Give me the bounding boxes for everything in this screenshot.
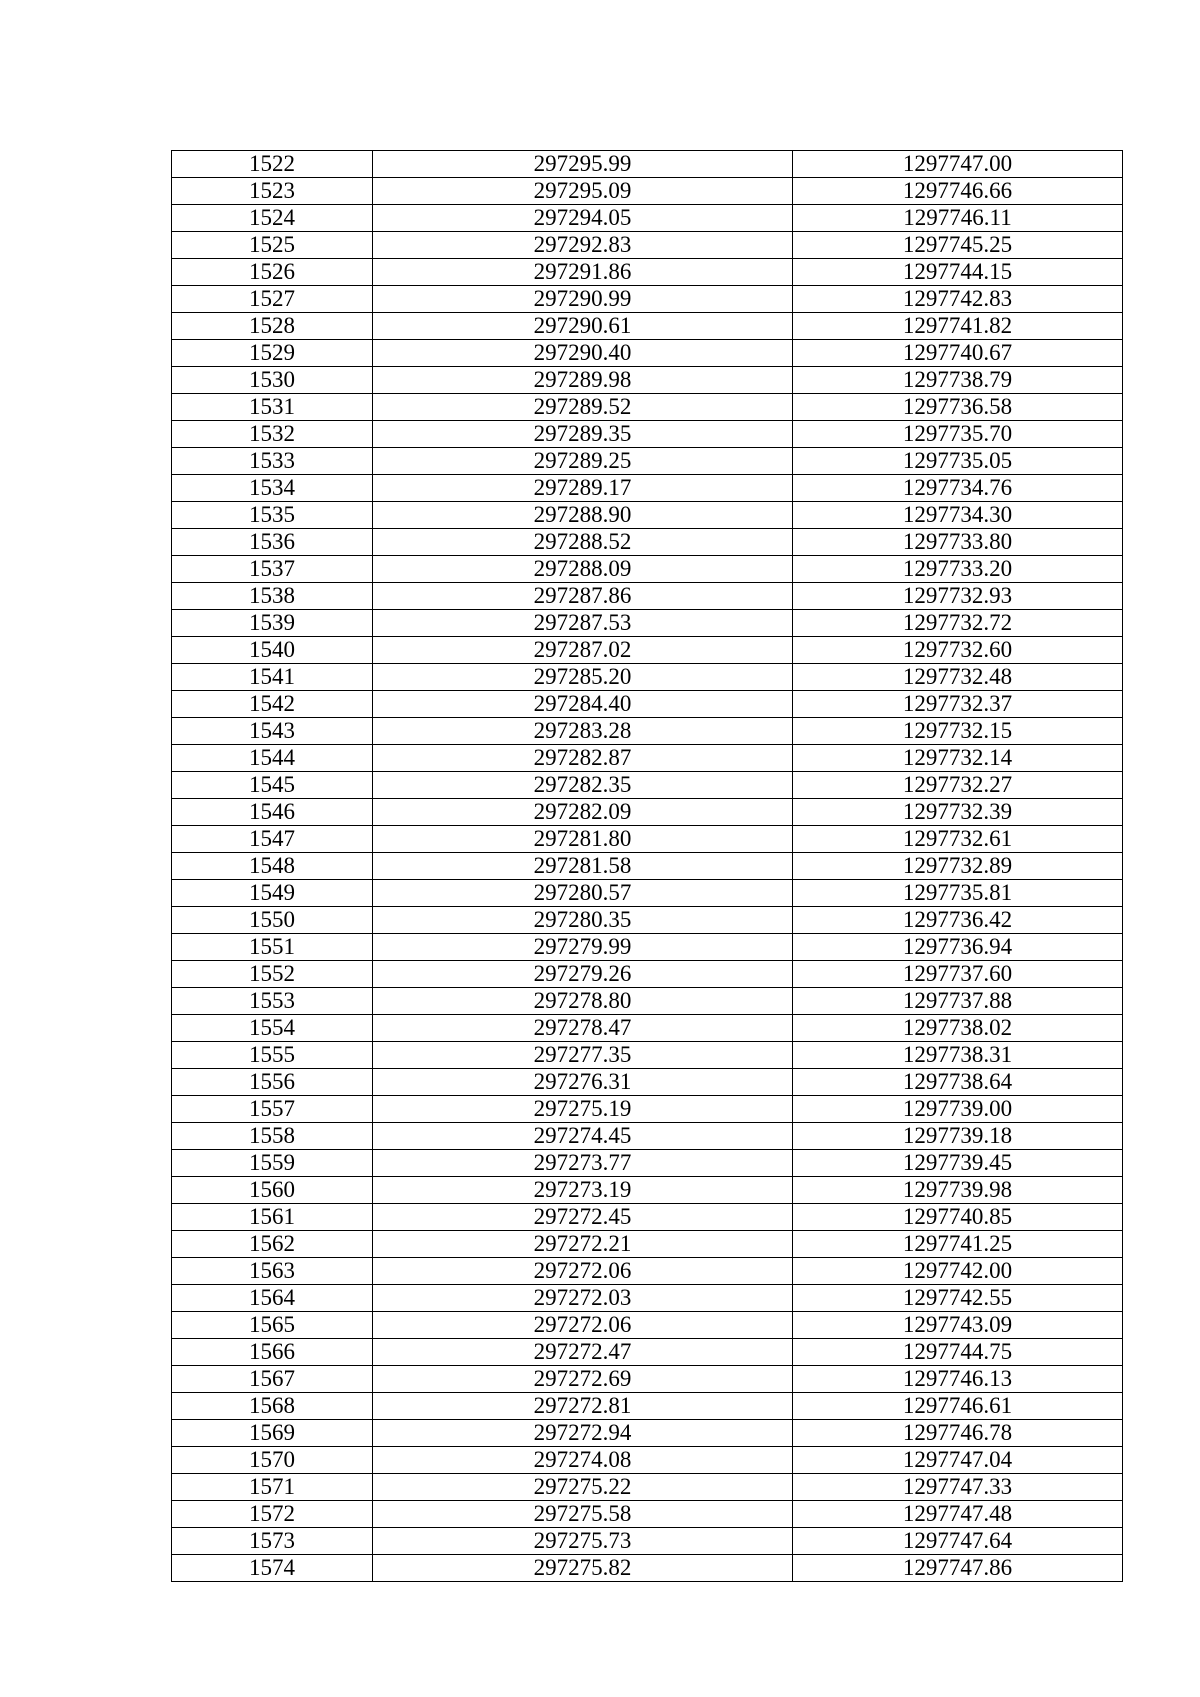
x-coordinate-cell: 297284.40 <box>373 691 793 718</box>
y-coordinate-cell: 1297735.05 <box>793 448 1123 475</box>
point-number-cell: 1574 <box>172 1555 373 1582</box>
x-coordinate-cell: 297294.05 <box>373 205 793 232</box>
x-coordinate-cell: 297295.99 <box>373 151 793 178</box>
point-number-cell: 1525 <box>172 232 373 259</box>
x-coordinate-cell: 297279.26 <box>373 961 793 988</box>
point-number-cell: 1547 <box>172 826 373 853</box>
point-number-cell: 1522 <box>172 151 373 178</box>
coordinates-table-body <box>172 151 1123 1582</box>
y-coordinate-cell: 1297738.79 <box>793 367 1123 394</box>
point-number-cell: 1564 <box>172 1285 373 1312</box>
y-coordinate-cell: 1297738.02 <box>793 1015 1123 1042</box>
table-row <box>172 502 1123 529</box>
table-row <box>172 1177 1123 1204</box>
point-number-cell: 1552 <box>172 961 373 988</box>
x-coordinate-cell: 297291.86 <box>373 259 793 286</box>
x-coordinate-cell: 297290.40 <box>373 340 793 367</box>
point-number-cell: 1537 <box>172 556 373 583</box>
y-coordinate-cell: 1297742.00 <box>793 1258 1123 1285</box>
y-coordinate-cell: 1297732.72 <box>793 610 1123 637</box>
y-coordinate-cell: 1297746.61 <box>793 1393 1123 1420</box>
table-row <box>172 637 1123 664</box>
y-coordinate-cell: 1297732.39 <box>793 799 1123 826</box>
y-coordinate-cell: 1297744.75 <box>793 1339 1123 1366</box>
point-number-cell: 1570 <box>172 1447 373 1474</box>
point-number-cell: 1561 <box>172 1204 373 1231</box>
y-coordinate-cell: 1297739.45 <box>793 1150 1123 1177</box>
table-row <box>172 286 1123 313</box>
y-coordinate-cell: 1297736.42 <box>793 907 1123 934</box>
x-coordinate-cell: 297272.06 <box>373 1258 793 1285</box>
point-number-cell: 1544 <box>172 745 373 772</box>
table-row <box>172 907 1123 934</box>
point-number-cell: 1553 <box>172 988 373 1015</box>
point-number-cell: 1558 <box>172 1123 373 1150</box>
point-number-cell: 1572 <box>172 1501 373 1528</box>
y-coordinate-cell: 1297745.25 <box>793 232 1123 259</box>
table-row <box>172 745 1123 772</box>
x-coordinate-cell: 297289.98 <box>373 367 793 394</box>
table-row <box>172 1204 1123 1231</box>
point-number-cell: 1533 <box>172 448 373 475</box>
y-coordinate-cell: 1297741.25 <box>793 1231 1123 1258</box>
table-row <box>172 988 1123 1015</box>
x-coordinate-cell: 297289.35 <box>373 421 793 448</box>
point-number-cell: 1567 <box>172 1366 373 1393</box>
x-coordinate-cell: 297288.52 <box>373 529 793 556</box>
y-coordinate-cell: 1297747.33 <box>793 1474 1123 1501</box>
point-number-cell: 1545 <box>172 772 373 799</box>
table-row <box>172 1069 1123 1096</box>
table-row <box>172 1150 1123 1177</box>
y-coordinate-cell: 1297746.66 <box>793 178 1123 205</box>
point-number-cell: 1524 <box>172 205 373 232</box>
table-row <box>172 232 1123 259</box>
point-number-cell: 1532 <box>172 421 373 448</box>
y-coordinate-cell: 1297743.09 <box>793 1312 1123 1339</box>
y-coordinate-cell: 1297732.14 <box>793 745 1123 772</box>
x-coordinate-cell: 297285.20 <box>373 664 793 691</box>
table-row <box>172 610 1123 637</box>
y-coordinate-cell: 1297732.27 <box>793 772 1123 799</box>
point-number-cell: 1543 <box>172 718 373 745</box>
point-number-cell: 1534 <box>172 475 373 502</box>
point-number-cell: 1531 <box>172 394 373 421</box>
x-coordinate-cell: 297272.03 <box>373 1285 793 1312</box>
table-row <box>172 475 1123 502</box>
point-number-cell: 1546 <box>172 799 373 826</box>
y-coordinate-cell: 1297732.89 <box>793 853 1123 880</box>
y-coordinate-cell: 1297739.98 <box>793 1177 1123 1204</box>
y-coordinate-cell: 1297739.18 <box>793 1123 1123 1150</box>
x-coordinate-cell: 297288.90 <box>373 502 793 529</box>
point-number-cell: 1541 <box>172 664 373 691</box>
table-row <box>172 529 1123 556</box>
table-row <box>172 853 1123 880</box>
x-coordinate-cell: 297292.83 <box>373 232 793 259</box>
point-number-cell: 1530 <box>172 367 373 394</box>
table-row <box>172 934 1123 961</box>
table-row <box>172 718 1123 745</box>
table-row <box>172 1555 1123 1582</box>
y-coordinate-cell: 1297740.85 <box>793 1204 1123 1231</box>
y-coordinate-cell: 1297742.55 <box>793 1285 1123 1312</box>
point-number-cell: 1536 <box>172 529 373 556</box>
y-coordinate-cell: 1297739.00 <box>793 1096 1123 1123</box>
point-number-cell: 1568 <box>172 1393 373 1420</box>
table-row <box>172 1420 1123 1447</box>
y-coordinate-cell: 1297737.88 <box>793 988 1123 1015</box>
table-row <box>172 313 1123 340</box>
x-coordinate-cell: 297272.21 <box>373 1231 793 1258</box>
x-coordinate-cell: 297281.58 <box>373 853 793 880</box>
y-coordinate-cell: 1297732.60 <box>793 637 1123 664</box>
y-coordinate-cell: 1297736.94 <box>793 934 1123 961</box>
x-coordinate-cell: 297280.35 <box>373 907 793 934</box>
x-coordinate-cell: 297282.09 <box>373 799 793 826</box>
x-coordinate-cell: 297278.80 <box>373 988 793 1015</box>
coordinates-table <box>171 150 1123 1582</box>
table-row <box>172 448 1123 475</box>
point-number-cell: 1529 <box>172 340 373 367</box>
x-coordinate-cell: 297290.99 <box>373 286 793 313</box>
y-coordinate-cell: 1297732.93 <box>793 583 1123 610</box>
table-row <box>172 1285 1123 1312</box>
x-coordinate-cell: 297288.09 <box>373 556 793 583</box>
y-coordinate-cell: 1297741.82 <box>793 313 1123 340</box>
x-coordinate-cell: 297275.82 <box>373 1555 793 1582</box>
point-number-cell: 1527 <box>172 286 373 313</box>
x-coordinate-cell: 297278.47 <box>373 1015 793 1042</box>
table-row <box>172 1366 1123 1393</box>
y-coordinate-cell: 1297747.00 <box>793 151 1123 178</box>
point-number-cell: 1569 <box>172 1420 373 1447</box>
y-coordinate-cell: 1297732.15 <box>793 718 1123 745</box>
point-number-cell: 1528 <box>172 313 373 340</box>
y-coordinate-cell: 1297736.58 <box>793 394 1123 421</box>
x-coordinate-cell: 297282.87 <box>373 745 793 772</box>
table-row <box>172 664 1123 691</box>
point-number-cell: 1557 <box>172 1096 373 1123</box>
point-number-cell: 1523 <box>172 178 373 205</box>
y-coordinate-cell: 1297738.64 <box>793 1069 1123 1096</box>
x-coordinate-cell: 297290.61 <box>373 313 793 340</box>
table-row <box>172 1528 1123 1555</box>
table-row <box>172 1339 1123 1366</box>
y-coordinate-cell: 1297747.86 <box>793 1555 1123 1582</box>
x-coordinate-cell: 297275.19 <box>373 1096 793 1123</box>
point-number-cell: 1548 <box>172 853 373 880</box>
table-row <box>172 880 1123 907</box>
y-coordinate-cell: 1297735.81 <box>793 880 1123 907</box>
table-row <box>172 178 1123 205</box>
table-row <box>172 421 1123 448</box>
table-row <box>172 259 1123 286</box>
table-row <box>172 1123 1123 1150</box>
y-coordinate-cell: 1297747.48 <box>793 1501 1123 1528</box>
table-row <box>172 961 1123 988</box>
table-row <box>172 1312 1123 1339</box>
y-coordinate-cell: 1297747.04 <box>793 1447 1123 1474</box>
x-coordinate-cell: 297273.77 <box>373 1150 793 1177</box>
y-coordinate-cell: 1297737.60 <box>793 961 1123 988</box>
table-row <box>172 583 1123 610</box>
point-number-cell: 1526 <box>172 259 373 286</box>
table-row <box>172 826 1123 853</box>
point-number-cell: 1556 <box>172 1069 373 1096</box>
point-number-cell: 1550 <box>172 907 373 934</box>
table-row <box>172 1015 1123 1042</box>
x-coordinate-cell: 297274.45 <box>373 1123 793 1150</box>
x-coordinate-cell: 297295.09 <box>373 178 793 205</box>
y-coordinate-cell: 1297746.78 <box>793 1420 1123 1447</box>
x-coordinate-cell: 297289.52 <box>373 394 793 421</box>
point-number-cell: 1542 <box>172 691 373 718</box>
table-row <box>172 1231 1123 1258</box>
table-row <box>172 205 1123 232</box>
table-row <box>172 1393 1123 1420</box>
point-number-cell: 1551 <box>172 934 373 961</box>
x-coordinate-cell: 297272.47 <box>373 1339 793 1366</box>
x-coordinate-cell: 297276.31 <box>373 1069 793 1096</box>
table-row <box>172 151 1123 178</box>
y-coordinate-cell: 1297733.20 <box>793 556 1123 583</box>
point-number-cell: 1535 <box>172 502 373 529</box>
x-coordinate-cell: 297282.35 <box>373 772 793 799</box>
y-coordinate-cell: 1297732.61 <box>793 826 1123 853</box>
y-coordinate-cell: 1297747.64 <box>793 1528 1123 1555</box>
point-number-cell: 1562 <box>172 1231 373 1258</box>
point-number-cell: 1549 <box>172 880 373 907</box>
point-number-cell: 1540 <box>172 637 373 664</box>
table-row <box>172 1447 1123 1474</box>
x-coordinate-cell: 297277.35 <box>373 1042 793 1069</box>
x-coordinate-cell: 297272.69 <box>373 1366 793 1393</box>
table-row <box>172 340 1123 367</box>
x-coordinate-cell: 297279.99 <box>373 934 793 961</box>
x-coordinate-cell: 297275.22 <box>373 1474 793 1501</box>
x-coordinate-cell: 297275.58 <box>373 1501 793 1528</box>
y-coordinate-cell: 1297735.70 <box>793 421 1123 448</box>
x-coordinate-cell: 297275.73 <box>373 1528 793 1555</box>
table-row <box>172 691 1123 718</box>
table-row <box>172 799 1123 826</box>
y-coordinate-cell: 1297732.48 <box>793 664 1123 691</box>
y-coordinate-cell: 1297734.76 <box>793 475 1123 502</box>
y-coordinate-cell: 1297740.67 <box>793 340 1123 367</box>
x-coordinate-cell: 297280.57 <box>373 880 793 907</box>
point-number-cell: 1565 <box>172 1312 373 1339</box>
x-coordinate-cell: 297287.53 <box>373 610 793 637</box>
table-row <box>172 1042 1123 1069</box>
x-coordinate-cell: 297274.08 <box>373 1447 793 1474</box>
point-number-cell: 1563 <box>172 1258 373 1285</box>
x-coordinate-cell: 297289.17 <box>373 475 793 502</box>
table-row <box>172 772 1123 799</box>
y-coordinate-cell: 1297732.37 <box>793 691 1123 718</box>
table-row <box>172 1474 1123 1501</box>
point-number-cell: 1539 <box>172 610 373 637</box>
y-coordinate-cell: 1297746.11 <box>793 205 1123 232</box>
x-coordinate-cell: 297272.06 <box>373 1312 793 1339</box>
x-coordinate-cell: 297272.94 <box>373 1420 793 1447</box>
y-coordinate-cell: 1297738.31 <box>793 1042 1123 1069</box>
x-coordinate-cell: 297289.25 <box>373 448 793 475</box>
table-row <box>172 1258 1123 1285</box>
y-coordinate-cell: 1297744.15 <box>793 259 1123 286</box>
x-coordinate-cell: 297272.81 <box>373 1393 793 1420</box>
point-number-cell: 1554 <box>172 1015 373 1042</box>
point-number-cell: 1573 <box>172 1528 373 1555</box>
y-coordinate-cell: 1297733.80 <box>793 529 1123 556</box>
point-number-cell: 1566 <box>172 1339 373 1366</box>
x-coordinate-cell: 297272.45 <box>373 1204 793 1231</box>
y-coordinate-cell: 1297742.83 <box>793 286 1123 313</box>
x-coordinate-cell: 297287.86 <box>373 583 793 610</box>
point-number-cell: 1560 <box>172 1177 373 1204</box>
x-coordinate-cell: 297283.28 <box>373 718 793 745</box>
table-row <box>172 556 1123 583</box>
table-row <box>172 394 1123 421</box>
x-coordinate-cell: 297273.19 <box>373 1177 793 1204</box>
y-coordinate-cell: 1297746.13 <box>793 1366 1123 1393</box>
table-row <box>172 1096 1123 1123</box>
table-row <box>172 367 1123 394</box>
point-number-cell: 1571 <box>172 1474 373 1501</box>
point-number-cell: 1559 <box>172 1150 373 1177</box>
y-coordinate-cell: 1297734.30 <box>793 502 1123 529</box>
point-number-cell: 1555 <box>172 1042 373 1069</box>
x-coordinate-cell: 297281.80 <box>373 826 793 853</box>
point-number-cell: 1538 <box>172 583 373 610</box>
x-coordinate-cell: 297287.02 <box>373 637 793 664</box>
table-row <box>172 1501 1123 1528</box>
